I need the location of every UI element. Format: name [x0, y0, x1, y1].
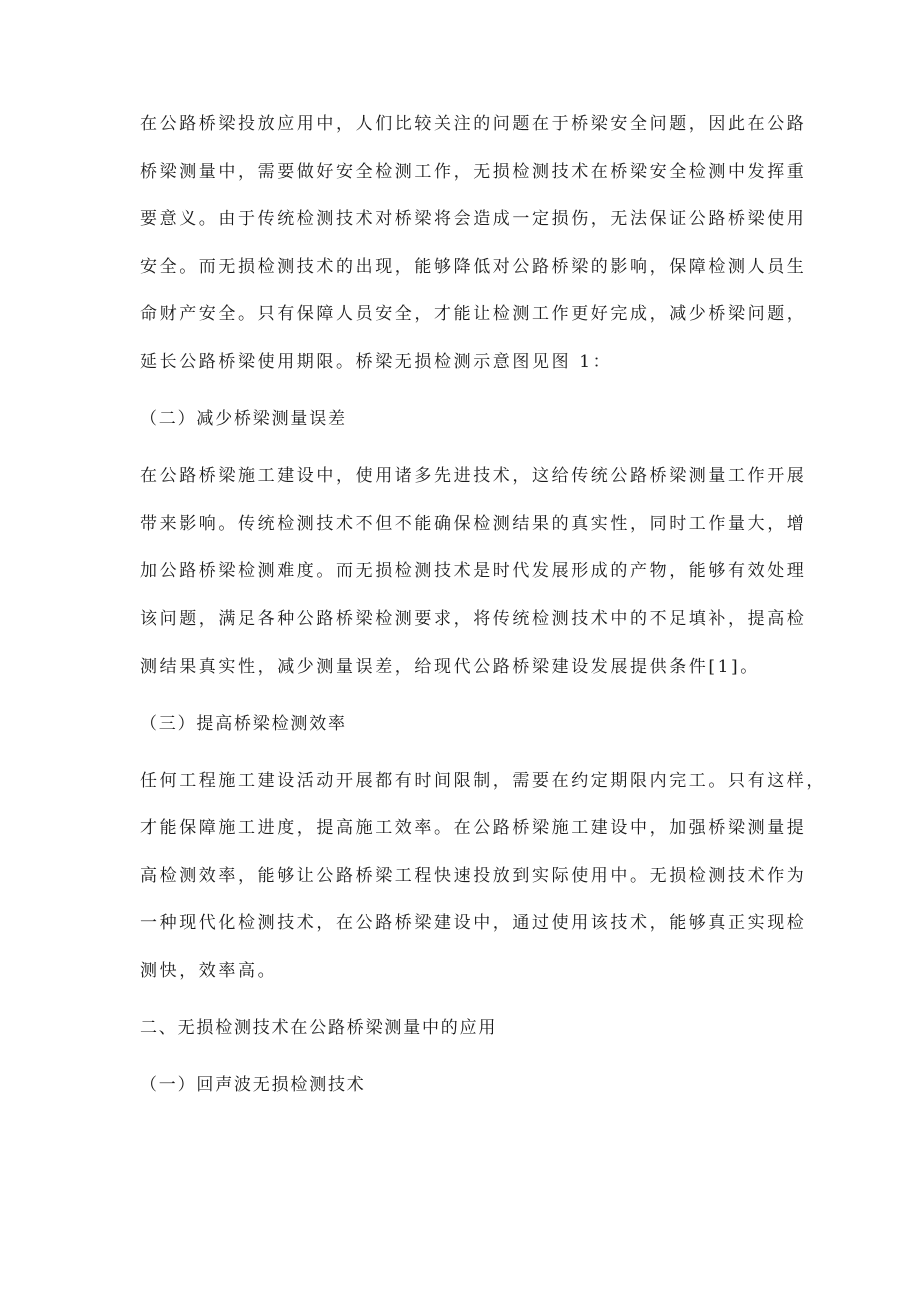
paragraph-1-line-6: 延长公路桥梁使用期限。桥梁无损检测示意图见图 1：	[140, 352, 613, 372]
paragraph-3-line-3: 高检测效率，能够让公路桥梁工程快速投放到实际使用中。无损检测技术作为	[140, 866, 807, 886]
section-heading-2: 二、无损检测技术在公路桥梁测量中的应用	[140, 1018, 498, 1038]
paragraph-2-line-5: 测结果真实性，减少测量误差，给现代公路桥梁建设发展提供条件[1]。	[140, 657, 760, 677]
paragraph-1-line-4: 安全。而无损检测技术的出现，能够降低对公路桥梁的影响，保障检测人员生	[140, 257, 807, 277]
paragraph-2-line-4: 该问题，满足各种公路桥梁检测要求，将传统检测技术中的不足填补，提高检	[140, 609, 807, 629]
paragraph-1-line-2: 桥梁测量中，需要做好安全检测工作，无损检测技术在桥梁安全检测中发挥重	[140, 162, 807, 182]
paragraph-1-line-3: 要意义。由于传统检测技术对桥梁将会造成一定损伤，无法保证公路桥梁使用	[140, 209, 807, 229]
paragraph-3-line-5: 测快，效率高。	[140, 961, 278, 981]
paragraph-3-line-2: 才能保障施工进度，提高施工效率。在公路桥梁施工建设中，加强桥梁测量提	[140, 818, 807, 838]
paragraph-3-line-4: 一种现代化检测技术，在公路桥梁建设中，通过使用该技术，能够真正实现检	[140, 913, 807, 933]
paragraph-1-line-1: 在公路桥梁投放应用中，人们比较关注的问题在于桥梁安全问题，因此在公路	[140, 114, 807, 134]
paragraph-3-line-1: 任何工程施工建设活动开展都有时间限制，需要在约定期限内完工。只有这样，	[140, 771, 826, 791]
paragraph-2-line-2: 带来影响。传统检测技术不但不能确保检测结果的真实性，同时工作量大，增	[140, 514, 807, 534]
paragraph-2-line-1: 在公路桥梁施工建设中，使用诸多先进技术，这给传统公路桥梁测量工作开展	[140, 466, 807, 486]
subsection-heading-3: （三）提高桥梁检测效率	[140, 714, 347, 734]
subsection-heading-2-1: （一）回声波无损检测技术	[140, 1075, 366, 1095]
subsection-heading-2: （二）减少桥梁测量误差	[140, 409, 347, 429]
paragraph-1-line-5: 命财产安全。只有保障人员安全，才能让检测工作更好完成，减少桥梁问题，	[140, 304, 807, 324]
paragraph-2-line-3: 加公路桥梁检测难度。而无损检测技术是时代发展形成的产物，能够有效处理	[140, 561, 807, 581]
